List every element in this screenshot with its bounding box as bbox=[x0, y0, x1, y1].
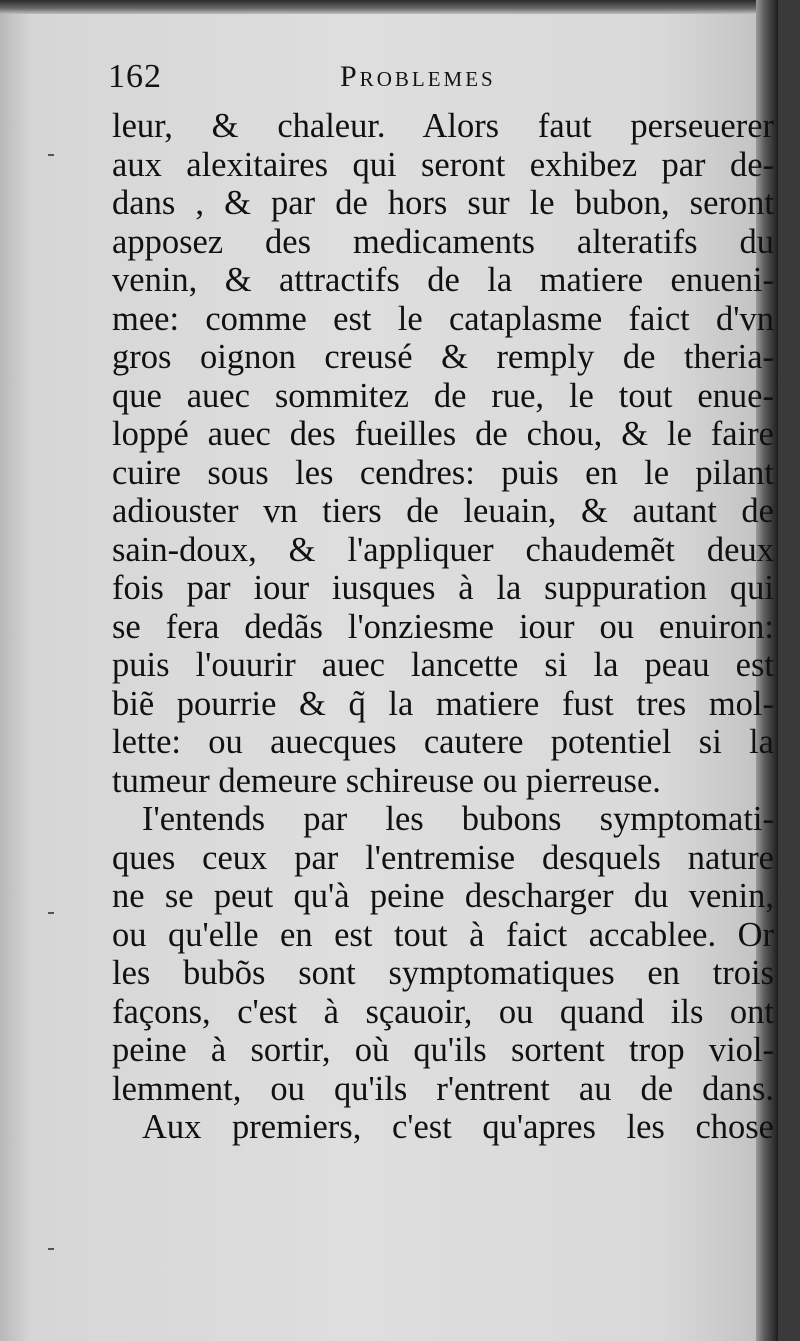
text-line: lette: ou auecques cautere potentiel si la bbox=[112, 723, 774, 761]
margin-mark bbox=[48, 912, 54, 914]
text-line: puis l'ouurir auec lancette si la peau est bbox=[112, 646, 774, 684]
text-line: gros oignon creusé & remply de theria- bbox=[112, 338, 774, 376]
text-line: dans , & par de hors sur le bubon, seront bbox=[112, 184, 774, 222]
text-line: ques ceux par l'entremise desquels nature bbox=[112, 838, 774, 877]
page-number: 162 bbox=[108, 58, 162, 95]
text-line: I'entends par les bubons symptomati- bbox=[142, 800, 774, 838]
text-line: ne se peut qu'à peine descharger du venin, bbox=[112, 877, 774, 915]
page-header bbox=[108, 58, 668, 106]
text-line: aux alexitaires qui seront exhibez par de- bbox=[112, 145, 774, 184]
text-line: lemment, ou qu'ils r'entrent au de dans. bbox=[112, 1069, 774, 1108]
running-head: Problemes bbox=[340, 60, 496, 93]
text-line: cuire sous les cendres: puis en le pilant bbox=[112, 453, 774, 492]
text-line: se fera dedãs l'onziesme iour ou enuiron: bbox=[112, 607, 774, 646]
text-line: apposez des medicaments alteratifs du bbox=[112, 222, 774, 261]
margin-mark bbox=[48, 154, 54, 156]
text-line: leur, & chaleur. Alors faut perseuerer bbox=[112, 107, 774, 145]
page-top-edge bbox=[0, 0, 778, 14]
text-line: loppé auec des fueilles de chou, & le faire bbox=[112, 415, 774, 453]
text-line: sain-doux, & l'appliquer chaudemẽt deux bbox=[112, 530, 774, 569]
text-line: mee: comme est le cataplasme faict d'vn bbox=[112, 299, 774, 338]
text-line: venin, & attractifs de la matiere enueni- bbox=[112, 261, 774, 299]
text-line: que auec sommitez de rue, le tout enue- bbox=[112, 376, 774, 415]
text-line: biẽ pourrie & q̃ la matiere fust tres mol- bbox=[112, 684, 774, 723]
text-line: les bubõs sont symptomatiques en trois bbox=[112, 954, 774, 992]
text-line: fois par iour iusques à la suppuration qui bbox=[112, 569, 774, 607]
body-text bbox=[112, 107, 774, 1147]
text-line: peine à sortir, où qu'ils sortent trop viol- bbox=[112, 1031, 774, 1069]
text-line: façons, c'est à sçauoir, ou quand ils ont bbox=[112, 992, 774, 1031]
text-line: adiouster vn tiers de leuain, & autant de bbox=[112, 492, 774, 530]
text-line: ou qu'elle en est tout à faict accablee. Or bbox=[112, 915, 774, 954]
text-line: Aux premiers, c'est qu'apres les chose bbox=[142, 1108, 774, 1146]
text-line: tumeur demeure schireuse ou pierreuse. bbox=[112, 761, 661, 800]
margin-mark bbox=[48, 1248, 54, 1250]
